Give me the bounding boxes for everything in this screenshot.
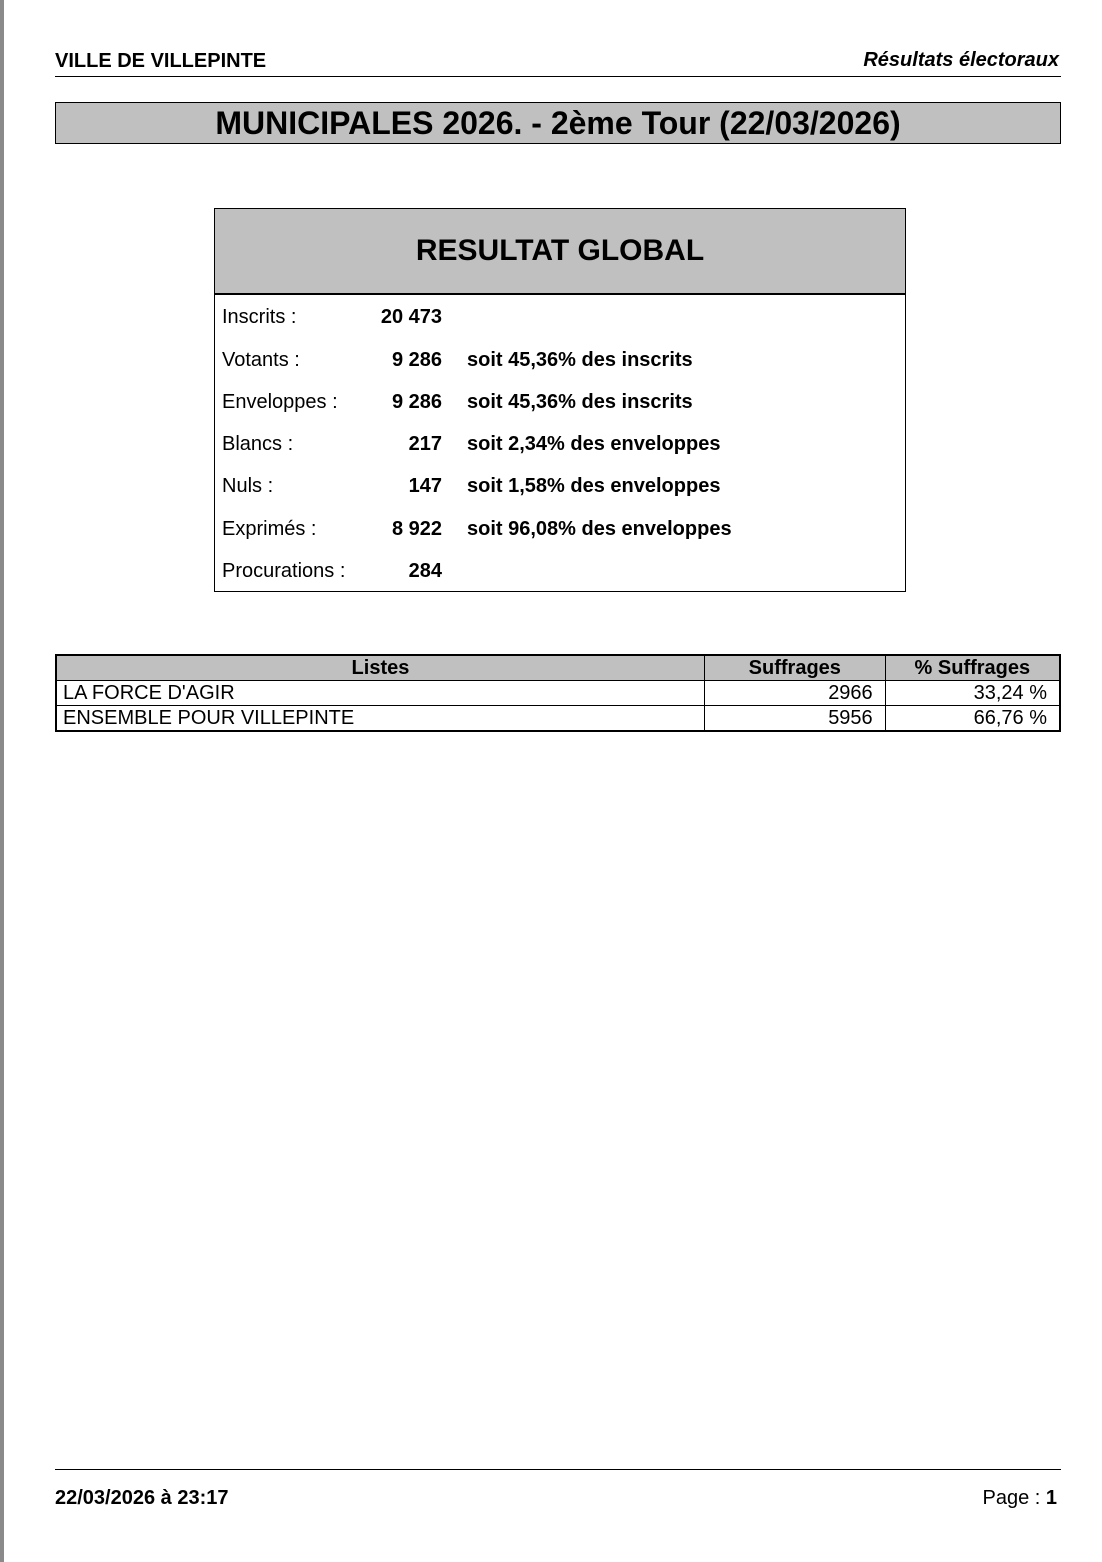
column-header-pct-suffrages: % Suffrages <box>885 655 1060 681</box>
stat-value: 284 <box>408 560 442 582</box>
results-table <box>55 654 1061 732</box>
column-header-listes: Listes <box>56 655 704 681</box>
table-row <box>56 706 1060 732</box>
stat-row-procurations <box>215 560 905 590</box>
page-number: 1 <box>1045 1487 1057 1509</box>
stat-row-blancs <box>215 433 905 463</box>
footer-divider <box>55 1469 1061 1470</box>
section-title: Résultats électoraux <box>863 49 1059 71</box>
global-result-heading <box>215 209 905 295</box>
list-votes: 2966 <box>704 681 885 706</box>
stat-label: Inscrits : <box>222 306 297 328</box>
stat-percent: soit 96,08% des enveloppes <box>467 518 732 540</box>
stat-label: Nuls : <box>222 475 274 497</box>
stat-value: 9 286 <box>391 391 442 413</box>
list-percent: 33,24 % <box>885 681 1060 706</box>
stat-value: 8 922 <box>391 518 442 540</box>
stat-row-enveloppes <box>215 391 905 421</box>
results-header-row <box>56 655 1060 681</box>
list-name: ENSEMBLE POUR VILLEPINTE <box>56 706 704 732</box>
election-title: MUNICIPALES 2026. - 2ème Tour (22/03/2026) <box>215 104 901 141</box>
stat-row-inscrits <box>215 306 905 336</box>
stat-label: Blancs : <box>222 433 294 455</box>
city-name: VILLE DE VILLEPINTE <box>55 50 267 72</box>
stat-percent: soit 45,36% des inscrits <box>467 391 693 413</box>
page-label: Page : <box>982 1487 1041 1509</box>
header-divider <box>55 76 1061 77</box>
list-votes: 5956 <box>704 706 885 732</box>
stat-percent: soit 45,36% des inscrits <box>467 349 693 371</box>
stat-percent: soit 2,34% des enveloppes <box>467 433 721 455</box>
stat-value: 20 473 <box>380 306 442 328</box>
column-header-suffrages: Suffrages <box>704 655 885 681</box>
page-indicator <box>982 1487 1057 1510</box>
print-datetime: 22/03/2026 à 23:17 <box>55 1487 229 1509</box>
stat-value: 147 <box>408 475 442 497</box>
list-percent: 66,76 % <box>885 706 1060 732</box>
table-row <box>56 681 1060 706</box>
list-name: LA FORCE D'AGIR <box>56 681 704 706</box>
stat-row-votants <box>215 349 905 379</box>
stat-value: 9 286 <box>391 349 442 371</box>
stat-value: 217 <box>408 433 442 455</box>
election-title-banner <box>55 102 1061 144</box>
stat-percent: soit 1,58% des enveloppes <box>467 475 721 497</box>
stat-row-nuls <box>215 475 905 505</box>
stat-label: Votants : <box>222 349 300 371</box>
global-result-box <box>214 208 906 592</box>
stat-label: Exprimés : <box>222 518 317 540</box>
stat-label: Enveloppes : <box>222 391 338 413</box>
stat-label: Procurations : <box>222 560 346 582</box>
left-margin-rule <box>0 0 4 1562</box>
global-result-heading-text: RESULTAT GLOBAL <box>415 234 705 267</box>
stat-row-exprimes <box>215 518 905 548</box>
